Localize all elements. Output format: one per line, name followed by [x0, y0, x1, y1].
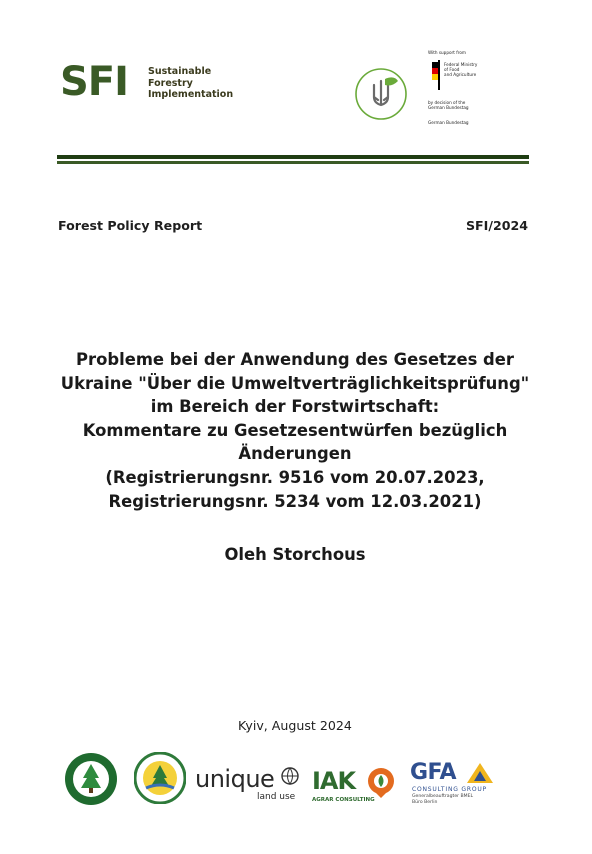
forestry-university-seal-icon	[134, 752, 186, 804]
sfi-logo	[60, 58, 240, 106]
place-date: Kyiv, August 2024	[238, 718, 352, 733]
iak-tagline: AGRAR CONSULTING	[312, 797, 375, 803]
gfa-wordmark: GFA	[410, 760, 457, 785]
ministry-line: of Food	[444, 67, 460, 72]
german-bundestag-label: German Bundestag	[428, 120, 469, 125]
header-rule-dark	[57, 155, 529, 159]
unique-wordmark: unique	[195, 765, 275, 793]
with-support-label: With support from	[428, 50, 466, 55]
trident-leaf-emblem-icon	[354, 67, 408, 121]
unique-land-use-logo	[195, 765, 305, 805]
iak-wordmark: IAK	[312, 767, 356, 795]
unique-tagline: land use	[257, 792, 296, 802]
eagle-divider	[438, 60, 440, 90]
ministry-line: Federal Ministry	[444, 62, 478, 67]
iak-agrar-consulting-logo	[312, 765, 412, 809]
sfi-logo-word: Implementation	[148, 89, 234, 100]
by-decision-label: by decision of the	[428, 100, 466, 105]
sfi-logo-mark: SFI	[60, 59, 129, 105]
sfi-logo-word: Forestry	[148, 77, 193, 89]
author-name: Oleh Storchous	[224, 545, 366, 564]
title-line: Ukraine "Über die Umweltverträglichkeitsprüfung"	[60, 373, 530, 393]
german-flag-icon	[432, 62, 438, 84]
report-type: Forest Policy Report	[58, 218, 203, 233]
gfa-triangle-icon	[466, 762, 494, 788]
header-rule-green	[57, 161, 529, 164]
report-title	[50, 348, 540, 513]
ministry-line: and Agriculture	[444, 72, 477, 77]
gfa-office	[412, 794, 473, 806]
sfi-logo-words	[148, 66, 233, 101]
title-line: Registrierungsnr. 5234 vom 12.03.2021)	[108, 491, 482, 511]
bundestag-line: German Bundestag	[428, 105, 469, 110]
title-line: (Registrierungsnr. 9516 vom 20.07.2023,	[105, 467, 485, 487]
forestry-agency-seal-icon	[64, 752, 118, 806]
title-line: Kommentare zu Gesetzesentwürfen bezüglich	[82, 420, 508, 440]
gfa-office-line: Büro Berlin	[412, 800, 438, 805]
gfa-tagline: CONSULTING GROUP	[412, 786, 487, 793]
bmel-funding-logo	[428, 50, 528, 134]
sfi-logo-word: Sustainable	[148, 66, 212, 77]
gfa-office-line: Generalbeauftragter BMEL	[412, 794, 474, 799]
report-code: SFI/2024	[465, 218, 528, 233]
globe-icon	[281, 767, 299, 789]
ministry-name	[444, 62, 477, 77]
title-line: im Bereich der Forstwirtschaft:	[150, 397, 440, 417]
title-line: Änderungen	[238, 444, 352, 464]
gfa-consulting-logo	[410, 760, 500, 810]
title-line: Probleme bei der Anwendung des Gesetzes der	[76, 350, 514, 369]
